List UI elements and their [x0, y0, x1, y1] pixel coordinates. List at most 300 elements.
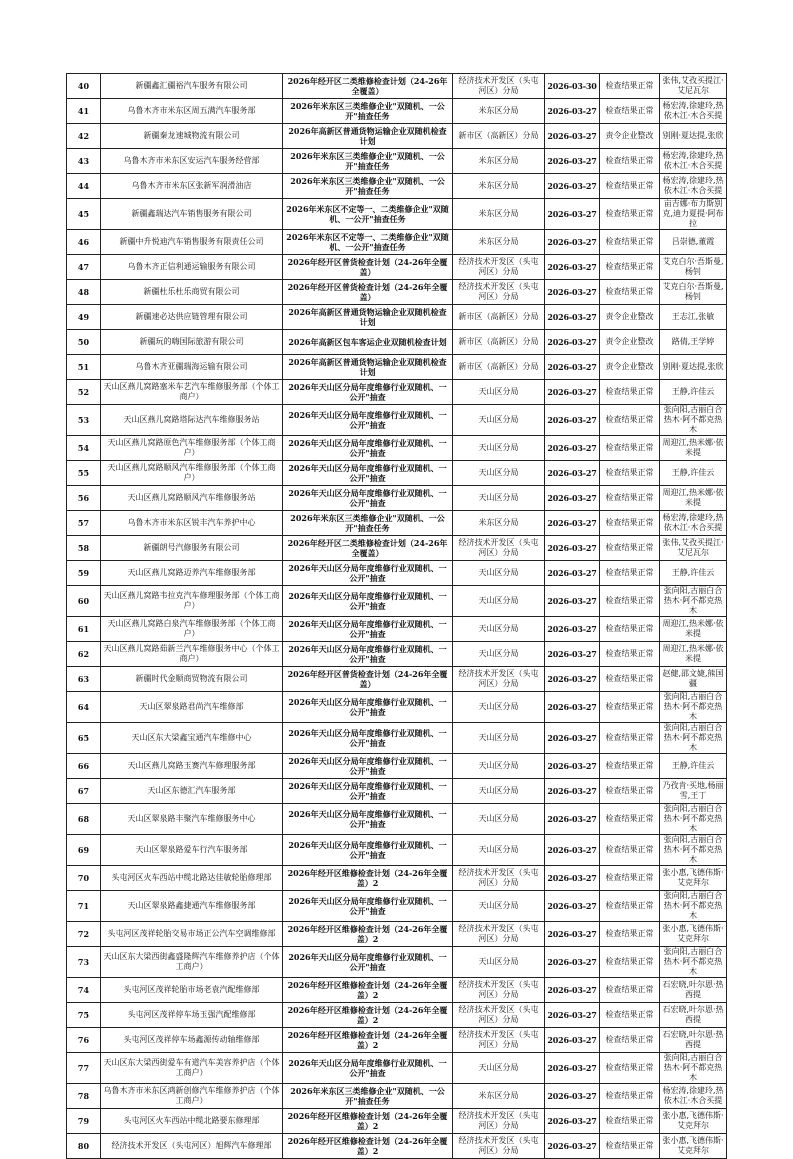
- inspection-result: 检查结果正常: [600, 99, 660, 124]
- row-number: 67: [67, 779, 101, 804]
- inspectors: 周迎江,热米娜·依米提: [660, 486, 727, 511]
- table-row: [67, 642, 727, 667]
- department: 天山区分局: [453, 436, 545, 461]
- inspection-result: 检查结果正常: [600, 1053, 660, 1084]
- inspection-result: 检查结果正常: [600, 922, 660, 947]
- inspectors: 张向阳,古丽白合热木·阿不都克热木: [660, 586, 727, 617]
- inspectors: 张向阳,古丽白合热木·阿不都克热木: [660, 405, 727, 436]
- inspection-plan: 2026年高新区包车客运企业双随机检查计划: [283, 330, 453, 355]
- inspection-results-table: [66, 73, 727, 1159]
- inspection-result: 检查结果正常: [600, 642, 660, 667]
- inspection-date: 2026-03-27: [545, 486, 600, 511]
- inspectors: 吕崇德,董霞: [660, 230, 727, 255]
- company-name: 新疆速必达供应链管理有限公司: [101, 305, 283, 330]
- inspection-result: 检查结果正常: [600, 486, 660, 511]
- table-row: [67, 305, 727, 330]
- department: 天山区分局: [453, 486, 545, 511]
- inspection-result: 检查结果正常: [600, 174, 660, 199]
- table-row: [67, 536, 727, 561]
- inspection-date: 2026-03-27: [545, 978, 600, 1003]
- row-number: 80: [67, 1134, 101, 1159]
- company-name: 天山区燕儿窝路玉赛汽车修理服务部: [101, 754, 283, 779]
- table-row: [67, 280, 727, 305]
- company-name: 天山区翠泉路君尚汽车维修部: [101, 692, 283, 723]
- company-name: 天山区东德汇汽车服务部: [101, 779, 283, 804]
- company-name: 乌鲁木齐市米东区锐丰汽车养护中心: [101, 511, 283, 536]
- inspection-plan: 2026年天山区分局年度维修行业双随机、一公开"抽查: [283, 779, 453, 804]
- inspection-result: 检查结果正常: [600, 1028, 660, 1053]
- table-row: [67, 174, 727, 199]
- inspection-result: 检查结果正常: [600, 461, 660, 486]
- row-number: 71: [67, 891, 101, 922]
- inspectors: 艾克白尔·吾斯曼,杨钊: [660, 280, 727, 305]
- inspectors: 王静,许佳云: [660, 754, 727, 779]
- company-name: 新疆时代金顺商贸物流有限公司: [101, 667, 283, 692]
- inspectors: 周迎江,热米娜·依米提: [660, 436, 727, 461]
- table-row: [67, 723, 727, 754]
- inspection-date: 2026-03-27: [545, 1028, 600, 1053]
- department: 天山区分局: [453, 891, 545, 922]
- inspectors: 张向阳,古丽白合热木·阿不都克热木: [660, 723, 727, 754]
- row-number: 58: [67, 536, 101, 561]
- inspection-result: 检查结果正常: [600, 1109, 660, 1134]
- department: 天山区分局: [453, 586, 545, 617]
- row-number: 47: [67, 255, 101, 280]
- table-row: [67, 866, 727, 891]
- inspection-result: 检查结果正常: [600, 280, 660, 305]
- inspectors: 张向阳,古丽白合热木·阿不都克热木: [660, 947, 727, 978]
- inspectors: 张伟,艾孜买提江·艾尼瓦尔: [660, 536, 727, 561]
- row-number: 41: [67, 99, 101, 124]
- inspection-date: 2026-03-27: [545, 835, 600, 866]
- inspection-date: 2026-03-27: [545, 947, 600, 978]
- table-row: [67, 511, 727, 536]
- inspection-result: 检查结果正常: [600, 561, 660, 586]
- inspectors: 石宏晓,叶尔恩·热西提: [660, 1003, 727, 1028]
- inspection-date: 2026-03-27: [545, 692, 600, 723]
- company-name: 新疆中升悦迪汽车销售服务有限责任公司: [101, 230, 283, 255]
- inspection-date: 2026-03-27: [545, 1084, 600, 1109]
- company-name: 新疆朗号汽修服务有限公司: [101, 536, 283, 561]
- department: 经济技术开发区（头屯河区）分局: [453, 1134, 545, 1159]
- row-number: 42: [67, 124, 101, 149]
- inspection-plan: 2026年米东区三类维修企业"双随机、一公开"抽查任务: [283, 99, 453, 124]
- inspection-date: 2026-03-30: [545, 74, 600, 99]
- inspection-plan: 2026年天山区分局年度维修行业双随机、一公开"抽查: [283, 891, 453, 922]
- department: 天山区分局: [453, 804, 545, 835]
- department: 经济技术开发区（头屯河区）分局: [453, 667, 545, 692]
- company-name: 头屯河区火车西站中缆北路达佳敏轮胎修理部: [101, 866, 283, 891]
- department: 经济技术开发区（头屯河区）分局: [453, 1028, 545, 1053]
- table-row: [67, 405, 727, 436]
- inspection-plan: 2026年天山区分局年度维修行业双随机、一公开"抽查: [283, 617, 453, 642]
- table-row: [67, 330, 727, 355]
- inspection-date: 2026-03-27: [545, 280, 600, 305]
- row-number: 48: [67, 280, 101, 305]
- company-name: 乌鲁木齐正信利通运输服务有限公司: [101, 255, 283, 280]
- inspection-result: 检查结果正常: [600, 586, 660, 617]
- table-row: [67, 436, 727, 461]
- row-number: 76: [67, 1028, 101, 1053]
- table-row: [67, 835, 727, 866]
- inspection-plan: 2026年经开区二类维修检查计划（24-26年全覆盖）: [283, 536, 453, 561]
- inspection-date: 2026-03-27: [545, 230, 600, 255]
- inspection-plan: 2026年天山区分局年度维修行业双随机、一公开"抽查: [283, 561, 453, 586]
- inspection-date: 2026-03-27: [545, 330, 600, 355]
- inspection-result: 检查结果正常: [600, 947, 660, 978]
- inspectors: 乃孜肯·买地,杨丽雪,王丁: [660, 779, 727, 804]
- inspectors: 杨宏涛,徐建玲,热依木江·木合买提: [660, 174, 727, 199]
- inspection-date: 2026-03-27: [545, 124, 600, 149]
- company-name: 乌鲁木齐市米东区鸿新创修汽车维修养护店（个体工商户）: [101, 1084, 283, 1109]
- inspection-result: 检查结果正常: [600, 536, 660, 561]
- inspection-plan: 2026年米东区三类维修企业"双随机、一公开"抽查任务: [283, 149, 453, 174]
- inspectors: 别刚·夏达提,张欣: [660, 124, 727, 149]
- inspection-plan: 2026年经开区普货检查计划（24-26年全覆盖）: [283, 255, 453, 280]
- inspection-date: 2026-03-27: [545, 866, 600, 891]
- inspection-date: 2026-03-27: [545, 174, 600, 199]
- row-number: 53: [67, 405, 101, 436]
- company-name: 乌鲁木齐市米东区张新军润滑油店: [101, 174, 283, 199]
- inspection-plan: 2026年经开区维修检查计划（24-26年全覆盖）2: [283, 978, 453, 1003]
- table-row: [67, 74, 727, 99]
- inspectors: 别刚·夏达提,张欣: [660, 355, 727, 380]
- inspection-result: 检查结果正常: [600, 1134, 660, 1159]
- row-number: 63: [67, 667, 101, 692]
- table-row: [67, 1028, 727, 1053]
- inspectors: 赵健,邵文婕,熊国疆: [660, 667, 727, 692]
- department: 天山区分局: [453, 461, 545, 486]
- department: 天山区分局: [453, 779, 545, 804]
- department: 天山区分局: [453, 692, 545, 723]
- department: 米东区分局: [453, 199, 545, 230]
- company-name: 乌鲁木齐市米东区安运汽车服务经营部: [101, 149, 283, 174]
- row-number: 78: [67, 1084, 101, 1109]
- inspection-result: 检查结果正常: [600, 74, 660, 99]
- inspection-result: 检查结果正常: [600, 1003, 660, 1028]
- row-number: 43: [67, 149, 101, 174]
- inspectors: 张小惠,飞德伟斯·艾克拜尔: [660, 1109, 727, 1134]
- department: 天山区分局: [453, 617, 545, 642]
- company-name: 天山区东大梁西街鑫盛隆辉汽车维修养护店（个体工商户）: [101, 947, 283, 978]
- inspection-date: 2026-03-27: [545, 586, 600, 617]
- inspection-date: 2026-03-27: [545, 99, 600, 124]
- inspectors: 杨宏涛,徐建玲,热依木江·木合买提: [660, 99, 727, 124]
- inspectors: 杨宏涛,徐建玲,热依木江·木合买提: [660, 1084, 727, 1109]
- inspection-result: 检查结果正常: [600, 255, 660, 280]
- inspection-date: 2026-03-27: [545, 1053, 600, 1084]
- inspection-date: 2026-03-27: [545, 617, 600, 642]
- inspection-result: 责令企业整改: [600, 124, 660, 149]
- company-name: 天山区翠泉路鑫捷通汽车维修服务部: [101, 891, 283, 922]
- inspection-plan: 2026年经开区普货检查计划（24-26年全覆盖）: [283, 667, 453, 692]
- table-row: [67, 1003, 727, 1028]
- inspection-date: 2026-03-27: [545, 891, 600, 922]
- inspection-date: 2026-03-27: [545, 779, 600, 804]
- inspection-result: 检查结果正常: [600, 754, 660, 779]
- company-name: 天山区东大梁西街爱车有道汽车美容养护店（个体工商户）: [101, 1053, 283, 1084]
- inspection-date: 2026-03-27: [545, 561, 600, 586]
- inspection-result: 检查结果正常: [600, 667, 660, 692]
- inspectors: 路倩,王学婷: [660, 330, 727, 355]
- inspection-date: 2026-03-27: [545, 405, 600, 436]
- row-number: 73: [67, 947, 101, 978]
- company-name: 新疆秦龙速城物流有限公司: [101, 124, 283, 149]
- inspection-plan: 2026年高新区普通货物运输企业双随机检查计划: [283, 124, 453, 149]
- inspectors: 张伟,艾孜买提江·艾尼瓦尔: [660, 74, 727, 99]
- row-number: 79: [67, 1109, 101, 1134]
- department: 米东区分局: [453, 149, 545, 174]
- inspection-plan: 2026年经开区维修检查计划（24-26年全覆盖）2: [283, 1134, 453, 1159]
- company-name: 天山区翠泉路爱车行汽车服务部: [101, 835, 283, 866]
- row-number: 61: [67, 617, 101, 642]
- department: 天山区分局: [453, 561, 545, 586]
- company-name: 乌鲁木齐市米东区周五满汽车服务部: [101, 99, 283, 124]
- company-name: 头屯河区茂祥停车场玉强汽配维修部: [101, 1003, 283, 1028]
- table-row: [67, 1134, 727, 1159]
- row-number: 51: [67, 355, 101, 380]
- inspectors: 周迎江,热米娜·依米提: [660, 617, 727, 642]
- department: 经济技术开发区（头屯河区）分局: [453, 922, 545, 947]
- inspection-result: 检查结果正常: [600, 891, 660, 922]
- row-number: 65: [67, 723, 101, 754]
- inspection-plan: 2026年天山区分局年度维修行业双随机、一公开"抽查: [283, 835, 453, 866]
- department: 新市区（高新区）分局: [453, 330, 545, 355]
- department: 米东区分局: [453, 1084, 545, 1109]
- inspection-date: 2026-03-27: [545, 804, 600, 835]
- inspection-date: 2026-03-27: [545, 536, 600, 561]
- inspection-result: 检查结果正常: [600, 199, 660, 230]
- inspectors: 王志江,张敏: [660, 305, 727, 330]
- company-name: 新疆杜乐杜乐商贸有限公司: [101, 280, 283, 305]
- inspectors: 张小惠,飞德伟斯·艾克拜尔: [660, 1134, 727, 1159]
- department: 天山区分局: [453, 380, 545, 405]
- inspection-date: 2026-03-27: [545, 723, 600, 754]
- row-number: 52: [67, 380, 101, 405]
- inspection-plan: 2026年天山区分局年度维修行业双随机、一公开"抽查: [283, 754, 453, 779]
- inspectors: 王静,许佳云: [660, 561, 727, 586]
- table-row: [67, 199, 727, 230]
- inspection-plan: 2026年天山区分局年度维修行业双随机、一公开"抽查: [283, 380, 453, 405]
- inspection-result: 检查结果正常: [600, 405, 660, 436]
- inspectors: 石宏晓,叶尔恩·热西提: [660, 978, 727, 1003]
- inspection-result: 检查结果正常: [600, 779, 660, 804]
- table-body: [67, 74, 727, 1159]
- inspection-plan: 2026年经开区维修检查计划（24-26年全覆盖）2: [283, 1109, 453, 1134]
- inspectors: 杨宏涛,徐建玲,热依木江·木合买提: [660, 149, 727, 174]
- table-row: [67, 667, 727, 692]
- company-name: 新疆鑫汇疆裕汽车服务有限公司: [101, 74, 283, 99]
- company-name: 天山区燕儿窝路白泉汽车维修服务部（个体工商户）: [101, 617, 283, 642]
- table-row: [67, 804, 727, 835]
- inspection-result: 检查结果正常: [600, 692, 660, 723]
- company-name: 乌鲁木齐亚疆瑞海运输有限公司: [101, 355, 283, 380]
- row-number: 69: [67, 835, 101, 866]
- department: 新市区（高新区）分局: [453, 124, 545, 149]
- inspection-plan: 2026年天山区分局年度维修行业双随机、一公开"抽查: [283, 804, 453, 835]
- table-row: [67, 124, 727, 149]
- inspection-plan: 2026年经开区普货检查计划（24-26年全覆盖）: [283, 280, 453, 305]
- department: 经济技术开发区（头屯河区）分局: [453, 1003, 545, 1028]
- inspection-result: 检查结果正常: [600, 978, 660, 1003]
- row-number: 44: [67, 174, 101, 199]
- inspection-plan: 2026年天山区分局年度维修行业双随机、一公开"抽查: [283, 486, 453, 511]
- inspectors: 张向阳,古丽白合热木·阿不都克热木: [660, 835, 727, 866]
- inspection-plan: 2026年天山区分局年度维修行业双随机、一公开"抽查: [283, 461, 453, 486]
- inspection-date: 2026-03-27: [545, 1003, 600, 1028]
- inspectors: 周迎江,热米娜·依米提: [660, 642, 727, 667]
- row-number: 72: [67, 922, 101, 947]
- table-row: [67, 617, 727, 642]
- inspection-date: 2026-03-27: [545, 199, 600, 230]
- table-row: [67, 586, 727, 617]
- inspection-date: 2026-03-27: [545, 355, 600, 380]
- department: 米东区分局: [453, 511, 545, 536]
- row-number: 62: [67, 642, 101, 667]
- company-name: 天山区燕儿窝路迈养汽车维修服务部: [101, 561, 283, 586]
- document-page: [66, 73, 726, 1159]
- department: 天山区分局: [453, 754, 545, 779]
- inspectors: 张小惠,飞德伟斯·艾克拜尔: [660, 922, 727, 947]
- company-name: 天山区燕儿窝路顺风汽车维修服务部（个体工商户）: [101, 461, 283, 486]
- inspection-plan: 2026年天山区分局年度维修行业双随机、一公开"抽查: [283, 947, 453, 978]
- inspection-plan: 2026年天山区分局年度维修行业双随机、一公开"抽查: [283, 642, 453, 667]
- department: 米东区分局: [453, 99, 545, 124]
- company-name: 天山区东大梁鑫宝通汽车维修中心: [101, 723, 283, 754]
- inspection-date: 2026-03-27: [545, 642, 600, 667]
- inspectors: 杨宏涛,徐建玲,热依木江·木合买提: [660, 511, 727, 536]
- row-number: 59: [67, 561, 101, 586]
- inspection-result: 检查结果正常: [600, 723, 660, 754]
- inspection-plan: 2026年经开区维修检查计划（24-26年全覆盖）2: [283, 1028, 453, 1053]
- inspection-result: 检查结果正常: [600, 617, 660, 642]
- inspection-result: 检查结果正常: [600, 380, 660, 405]
- table-row: [67, 149, 727, 174]
- department: 米东区分局: [453, 230, 545, 255]
- inspectors: 石宏晓,叶尔恩·热西提: [660, 1028, 727, 1053]
- table-row: [67, 561, 727, 586]
- inspection-plan: 2026年天山区分局年度维修行业双随机、一公开"抽查: [283, 1053, 453, 1084]
- inspectors: 艾克白尔·吾斯曼,杨钊: [660, 255, 727, 280]
- inspectors: 亩吉娜·布力斯别克,迪力夏提·阿布拉: [660, 199, 727, 230]
- inspection-plan: 2026年米东区三类维修企业"双随机、一公开"抽查任务: [283, 511, 453, 536]
- row-number: 49: [67, 305, 101, 330]
- inspection-result: 检查结果正常: [600, 804, 660, 835]
- row-number: 77: [67, 1053, 101, 1084]
- row-number: 60: [67, 586, 101, 617]
- inspection-result: 责令企业整改: [600, 355, 660, 380]
- table-row: [67, 355, 727, 380]
- inspectors: 王静,许佳云: [660, 461, 727, 486]
- inspection-date: 2026-03-27: [545, 255, 600, 280]
- department: 新市区（高新区）分局: [453, 355, 545, 380]
- inspection-plan: 2026年米东区三类维修企业"双随机、一公开"抽查任务: [283, 174, 453, 199]
- row-number: 54: [67, 436, 101, 461]
- company-name: 天山区燕儿窝路韦拉克汽车修理服务部（个体工商户）: [101, 586, 283, 617]
- inspection-plan: 2026年高新区普通货物运输企业双随机检查计划: [283, 305, 453, 330]
- inspection-plan: 2026年天山区分局年度维修行业双随机、一公开"抽查: [283, 405, 453, 436]
- department: 经济技术开发区（头屯河区）分局: [453, 978, 545, 1003]
- table-row: [67, 922, 727, 947]
- table-row: [67, 692, 727, 723]
- department: 经济技术开发区（头屯河区）分局: [453, 1109, 545, 1134]
- department: 经济技术开发区（头屯河区）分局: [453, 280, 545, 305]
- row-number: 56: [67, 486, 101, 511]
- table-row: [67, 754, 727, 779]
- inspection-date: 2026-03-27: [545, 1134, 600, 1159]
- company-name: 头屯河区火车西站中缆北路要东修理部: [101, 1109, 283, 1134]
- table-row: [67, 1109, 727, 1134]
- row-number: 68: [67, 804, 101, 835]
- table-row: [67, 947, 727, 978]
- department: 经济技术开发区（头屯河区）分局: [453, 536, 545, 561]
- row-number: 70: [67, 866, 101, 891]
- company-name: 新疆玩的嗨国际旅游有限公司: [101, 330, 283, 355]
- table-row: [67, 1053, 727, 1084]
- inspection-plan: 2026年天山区分局年度维修行业双随机、一公开"抽查: [283, 723, 453, 754]
- row-number: 64: [67, 692, 101, 723]
- company-name: 天山区燕儿窝路塔际达汽车维修服务站: [101, 405, 283, 436]
- table-row: [67, 978, 727, 1003]
- row-number: 46: [67, 230, 101, 255]
- inspection-plan: 2026年高新区普通货物运输企业双随机检查计划: [283, 355, 453, 380]
- department: 经济技术开发区（头屯河区）分局: [453, 74, 545, 99]
- row-number: 66: [67, 754, 101, 779]
- table-row: [67, 230, 727, 255]
- company-name: 天山区翠泉路丰聚汽车维修服务中心: [101, 804, 283, 835]
- inspectors: 王静,许佳云: [660, 380, 727, 405]
- inspection-date: 2026-03-27: [545, 511, 600, 536]
- inspectors: 张向阳,古丽白合热木·阿不都克热木: [660, 692, 727, 723]
- department: 天山区分局: [453, 835, 545, 866]
- company-name: 天山区燕儿窝路顺风汽车维修服务站: [101, 486, 283, 511]
- inspection-plan: 2026年天山区分局年度维修行业双随机、一公开"抽查: [283, 586, 453, 617]
- row-number: 74: [67, 978, 101, 1003]
- inspection-date: 2026-03-27: [545, 461, 600, 486]
- table-row: [67, 1084, 727, 1109]
- company-name: 天山区燕儿窝路原色汽车维修服务部（个体工商户）: [101, 436, 283, 461]
- company-name: 头屯河区茂祥停车场鑫源传动轴维修部: [101, 1028, 283, 1053]
- company-name: 经济技术开发区（头屯河区）旭辉汽车修理部: [101, 1134, 283, 1159]
- department: 新市区（高新区）分局: [453, 305, 545, 330]
- inspection-date: 2026-03-27: [545, 922, 600, 947]
- table-row: [67, 380, 727, 405]
- department: 天山区分局: [453, 1053, 545, 1084]
- department: 经济技术开发区（头屯河区）分局: [453, 255, 545, 280]
- inspectors: 张小惠,飞德伟斯·艾克拜尔: [660, 866, 727, 891]
- inspectors: 张向阳,古丽白合热木·阿不都克热木: [660, 891, 727, 922]
- row-number: 50: [67, 330, 101, 355]
- row-number: 75: [67, 1003, 101, 1028]
- inspection-plan: 2026年经开区维修检查计划（24-26年全覆盖）2: [283, 866, 453, 891]
- table-row: [67, 255, 727, 280]
- inspection-date: 2026-03-27: [545, 380, 600, 405]
- inspection-plan: 2026年经开区维修检查计划（24-26年全覆盖）2: [283, 922, 453, 947]
- inspectors: 张向阳,古丽白合热木·阿不都克热木: [660, 1053, 727, 1084]
- table-row: [67, 99, 727, 124]
- inspection-date: 2026-03-27: [545, 149, 600, 174]
- department: 天山区分局: [453, 405, 545, 436]
- table-row: [67, 891, 727, 922]
- inspection-date: 2026-03-27: [545, 667, 600, 692]
- department: 天山区分局: [453, 642, 545, 667]
- row-number: 40: [67, 74, 101, 99]
- department: 天山区分局: [453, 947, 545, 978]
- table-row: [67, 779, 727, 804]
- inspection-date: 2026-03-27: [545, 754, 600, 779]
- inspectors: 张向阳,古丽白合热木·阿不都克热木: [660, 804, 727, 835]
- inspection-date: 2026-03-27: [545, 436, 600, 461]
